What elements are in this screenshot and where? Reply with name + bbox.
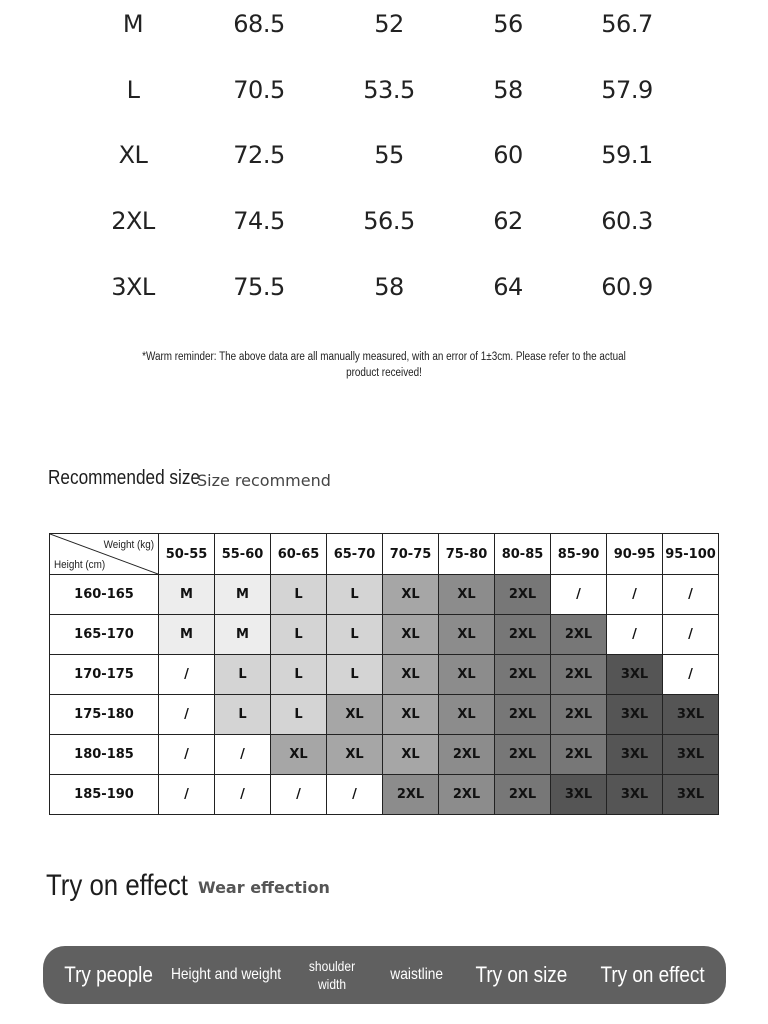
size-cell: /: [663, 615, 719, 655]
measurement-value: 62: [493, 207, 523, 235]
height-axis-label: Height (cm): [54, 559, 106, 571]
measurement-row: [0, 135, 768, 175]
size-cell: /: [271, 775, 327, 815]
size-cell: 3XL: [607, 655, 663, 695]
size-cell: 2XL: [495, 655, 551, 695]
weight-axis-label: Weight (kg): [103, 539, 154, 551]
weight-range-header: 90-95: [607, 534, 663, 575]
measurement-row: [0, 4, 768, 44]
size-cell: /: [159, 775, 215, 815]
size-cell: /: [607, 575, 663, 615]
table-row: [50, 575, 719, 615]
measurement-value: 70.5: [233, 76, 285, 104]
size-cell: 2XL: [439, 775, 495, 815]
measurement-note: *Warm reminder: The above data are all manually measured, with an error of 1±3cm. Please refer to the actual product received!: [142, 351, 626, 379]
size-cell: 2XL: [551, 615, 607, 655]
table-row: [50, 775, 719, 815]
height-range-cell: 160-165: [50, 575, 159, 615]
size-cell: M: [159, 575, 215, 615]
size-cell: /: [159, 695, 215, 735]
tryon-col-people: [55, 946, 162, 1004]
size-label: XL: [118, 141, 148, 169]
tryon-col-effect: [589, 946, 717, 1004]
tryon-col-label: Try on effect: [600, 962, 706, 987]
measurement-value: 60.3: [601, 207, 653, 235]
size-cell: /: [327, 775, 383, 815]
size-cell: /: [215, 735, 271, 775]
size-cell: XL: [383, 695, 439, 735]
weight-range-header: 55-60: [215, 534, 271, 575]
size-cell: XL: [439, 655, 495, 695]
size-cell: L: [327, 575, 383, 615]
size-cell: L: [271, 615, 327, 655]
table-row: [50, 615, 719, 655]
size-cell: XL: [327, 735, 383, 775]
size-label: M: [122, 10, 144, 38]
measurement-value: 64: [493, 273, 523, 301]
size-cell: L: [271, 695, 327, 735]
size-cell: 2XL: [551, 735, 607, 775]
weight-range-header: 80-85: [495, 534, 551, 575]
size-cell: /: [159, 655, 215, 695]
table-row: [50, 735, 719, 775]
size-cell: XL: [383, 655, 439, 695]
measurement-value: 58: [493, 76, 523, 104]
height-range-cell: 165-170: [50, 615, 159, 655]
size-cell: L: [327, 615, 383, 655]
size-cell: M: [159, 615, 215, 655]
size-cell: /: [607, 615, 663, 655]
measurement-value: 74.5: [233, 207, 285, 235]
size-cell: 2XL: [495, 575, 551, 615]
measurement-value: 58: [374, 273, 404, 301]
weight-range-header: 70-75: [383, 534, 439, 575]
table-header-row: [50, 534, 719, 575]
measurement-row: [0, 267, 768, 307]
size-cell: XL: [327, 695, 383, 735]
tryon-col-shoulder-width: [297, 946, 367, 1004]
measurement-value: 53.5: [363, 76, 415, 104]
weight-range-header: 60-65: [271, 534, 327, 575]
measurement-value: 56.7: [601, 10, 653, 38]
weight-range-header: 75-80: [439, 534, 495, 575]
size-cell: L: [327, 655, 383, 695]
size-cell: 3XL: [551, 775, 607, 815]
size-cell: M: [215, 575, 271, 615]
size-cell: M: [215, 615, 271, 655]
tryon-header-bar: [43, 946, 726, 1004]
measurement-value: 56.5: [363, 207, 415, 235]
measurement-value: 60.9: [601, 273, 653, 301]
measurement-value: 52: [374, 10, 404, 38]
measurement-value: 55: [374, 141, 404, 169]
size-cell: XL: [383, 575, 439, 615]
size-cell: /: [159, 735, 215, 775]
weight-range-header: 65-70: [327, 534, 383, 575]
measurement-row: [0, 201, 768, 241]
size-cell: /: [663, 575, 719, 615]
size-cell: L: [215, 695, 271, 735]
size-cell: XL: [383, 735, 439, 775]
size-cell: 2XL: [383, 775, 439, 815]
height-range-cell: 185-190: [50, 775, 159, 815]
measurement-value: 75.5: [233, 273, 285, 301]
tryon-col-label: Height and weight: [170, 966, 282, 983]
tryon-section-title: Try on effect: [46, 869, 188, 902]
size-cell: XL: [383, 615, 439, 655]
measurement-value: 60: [493, 141, 523, 169]
recommend-section-title: Recommended size: [48, 467, 201, 489]
size-cell: 3XL: [663, 735, 719, 775]
size-cell: XL: [439, 695, 495, 735]
weight-range-header: 95-100: [663, 534, 719, 575]
size-cell: 3XL: [663, 775, 719, 815]
tryon-col-label: waistline: [390, 966, 444, 983]
measurement-value: 57.9: [601, 76, 653, 104]
height-range-cell: 175-180: [50, 695, 159, 735]
size-cell: L: [271, 655, 327, 695]
tryon-col-size: [463, 946, 579, 1004]
tryon-col-waistline: [377, 946, 457, 1004]
size-cell: 2XL: [439, 735, 495, 775]
size-cell: 3XL: [607, 695, 663, 735]
weight-range-header: 50-55: [159, 534, 215, 575]
tryon-section-subtitle: Wear effection: [198, 878, 330, 897]
size-label: 3XL: [111, 273, 155, 301]
size-cell: XL: [439, 615, 495, 655]
size-cell: 2XL: [495, 615, 551, 655]
measurement-value: 56: [493, 10, 523, 38]
measurement-value: 68.5: [233, 10, 285, 38]
size-cell: 3XL: [607, 735, 663, 775]
size-cell: 3XL: [607, 775, 663, 815]
table-corner-cell: [50, 534, 159, 575]
height-range-cell: 170-175: [50, 655, 159, 695]
height-range-cell: 180-185: [50, 735, 159, 775]
size-cell: 2XL: [495, 735, 551, 775]
size-cell: 2XL: [551, 695, 607, 735]
size-cell: XL: [271, 735, 327, 775]
size-cell: 2XL: [495, 695, 551, 735]
table-row: [50, 695, 719, 735]
measurement-row: [0, 70, 768, 110]
tryon-col-label: Try people: [64, 962, 153, 987]
weight-range-header: 85-90: [551, 534, 607, 575]
size-cell: L: [271, 575, 327, 615]
size-cell: /: [551, 575, 607, 615]
tryon-col-label: shoulder width: [308, 958, 356, 992]
size-cell: L: [215, 655, 271, 695]
size-cell: /: [215, 775, 271, 815]
table-row: [50, 655, 719, 695]
size-cell: /: [663, 655, 719, 695]
size-label: L: [126, 76, 140, 104]
size-recommend-table: [49, 533, 719, 815]
recommend-section-subtitle: Size recommend: [197, 471, 331, 490]
size-label: 2XL: [111, 207, 155, 235]
tryon-col-label: Try on size: [475, 962, 567, 987]
size-cell: 2XL: [495, 775, 551, 815]
size-cell: 3XL: [663, 695, 719, 735]
measurement-value: 72.5: [233, 141, 285, 169]
size-cell: 2XL: [551, 655, 607, 695]
tryon-col-height-weight: [167, 946, 285, 1004]
size-cell: XL: [439, 575, 495, 615]
measurement-value: 59.1: [601, 141, 653, 169]
